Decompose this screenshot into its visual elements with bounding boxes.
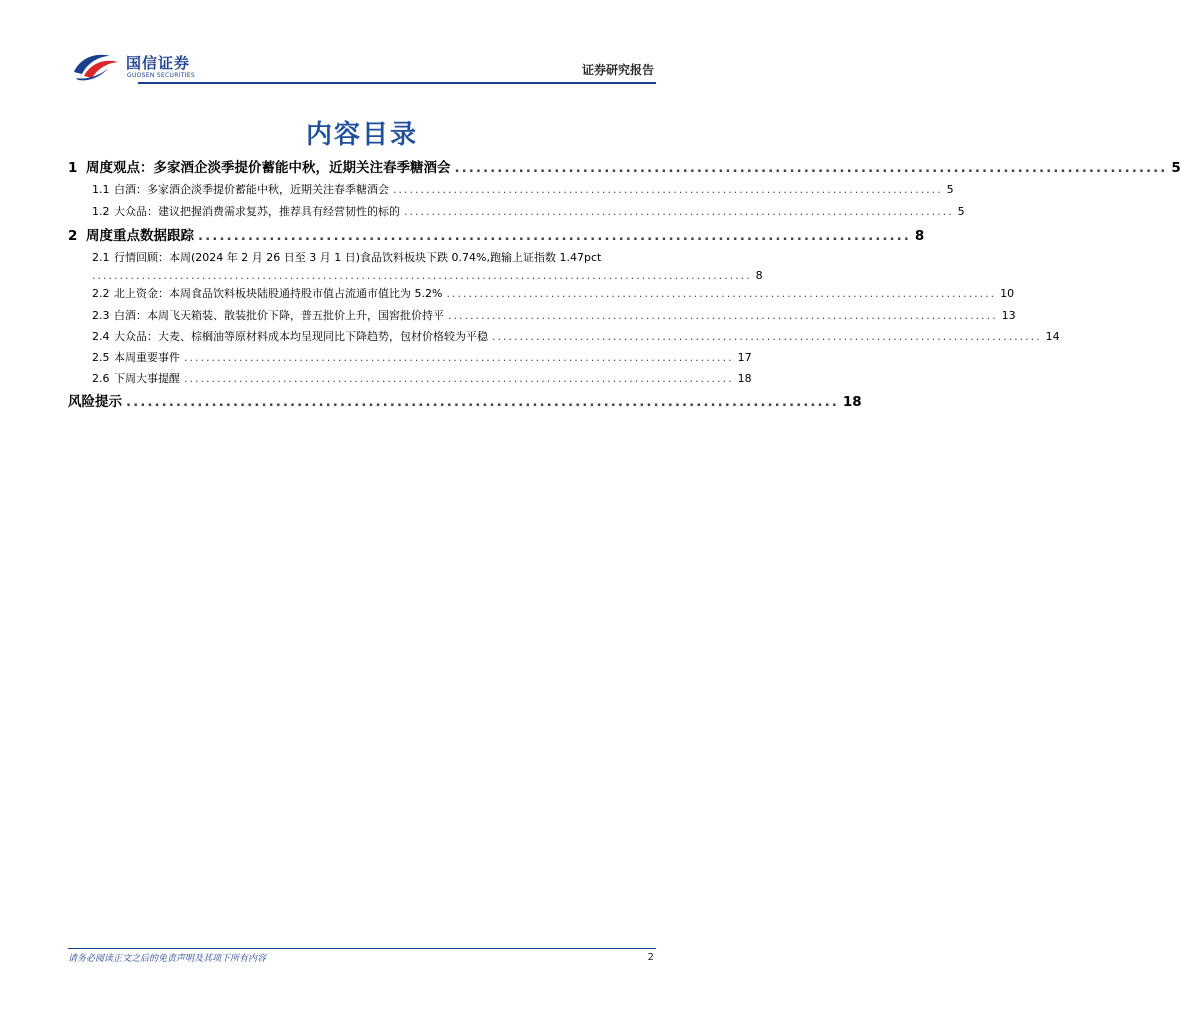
toc-entry-1[interactable] <box>68 156 1181 176</box>
footer-disclaimer: 请务必阅读正文之后的免责声明及其项下所有内容 <box>68 954 267 964</box>
footer-divider <box>68 948 656 949</box>
toc-entry-page: 18 <box>737 372 752 385</box>
toc-entry-page: 18 <box>842 394 862 410</box>
toc-entry-text: 大众品：建议把握消费需求复苏，推荐具有经营韧性的标的 <box>114 205 400 218</box>
toc-entry-number: 2.5 <box>92 351 110 364</box>
toc-entry-page: 17 <box>737 351 752 364</box>
toc-entry-page: 13 <box>1001 309 1016 322</box>
toc-leader-dots: .................................................................................................... <box>184 351 734 364</box>
page-number: 2 <box>647 952 654 963</box>
logo-chinese-name: 国信证券 <box>126 54 191 72</box>
toc-entry-text: 白酒：多家酒企淡季提价蓄能中秋，近期关注春季糖酒会 <box>114 183 389 196</box>
toc-entry-text: 行情回顾：本周(2024 年 2 月 26 日至 3 月 1 日)食品饮料板块下跌 0.74%,跑输上证指数 1.47pct <box>114 251 602 264</box>
logo-english-name: GUOSEN SECURITIES <box>127 72 196 79</box>
toc-entry-number: 1.1 <box>92 183 110 196</box>
toc-entry-text: 大众品：大麦、棕榈油等原材料成本均呈现同比下降趋势，包材价格较为平稳 <box>114 330 488 343</box>
toc-entry-page: 8 <box>755 269 763 282</box>
logo-mark-icon <box>70 50 122 82</box>
toc-entry-2-5[interactable] <box>68 349 752 365</box>
toc-title: 内容目录 <box>305 120 418 150</box>
toc-entry-text: 周度观点：多家酒企淡季提价蓄能中秋，近期关注春季糖酒会 <box>86 160 451 176</box>
toc-entry-page: 5 <box>946 183 954 196</box>
toc-entry-page: 10 <box>1000 287 1015 300</box>
toc-entry-1-2[interactable] <box>68 203 965 219</box>
toc-leader-dots: .................................................................................................... <box>492 330 1042 343</box>
toc-leader-dots: .................................................................................................... <box>393 183 943 196</box>
toc-entry-text: 周度重点数据跟踪 <box>86 228 194 244</box>
toc-entry-2-1[interactable] <box>92 249 763 282</box>
toc-entry-number: 2.6 <box>92 372 110 385</box>
toc-leader-dots: .................................................................................................... <box>448 309 998 322</box>
header-divider <box>138 82 656 84</box>
toc-leader-dots: .................................................................................................... <box>198 228 911 244</box>
toc-entry-1-1[interactable] <box>68 181 954 197</box>
toc-leader-dots: ........................................................................................................................ <box>92 269 752 282</box>
toc-entry-page: 5 <box>957 205 965 218</box>
toc-entry-text: 下周大事提醒 <box>114 372 180 385</box>
toc-entry-risk[interactable] <box>68 390 862 410</box>
toc-leader-dots: .................................................................................................... <box>454 160 1168 176</box>
toc-entry-number: 2.3 <box>92 309 110 322</box>
toc-entry-2-6[interactable] <box>68 370 752 386</box>
toc-entry-number: 2 <box>68 228 78 244</box>
toc-entry-number: 1 <box>68 160 78 176</box>
report-type-label: 证券研究报告 <box>581 63 654 77</box>
toc-entry-number: 2.4 <box>92 330 110 343</box>
company-logo <box>70 50 230 84</box>
toc-leader-dots: .................................................................................................... <box>404 205 954 218</box>
toc-entry-2-4[interactable] <box>68 328 1060 344</box>
toc-entry-text: 本周重要事件 <box>114 351 180 364</box>
toc-leader-dots: .................................................................................................... <box>446 287 997 300</box>
toc-entry-page: 14 <box>1045 330 1060 343</box>
toc-entry-number: 2.1 <box>92 251 110 264</box>
toc-entry-2-3[interactable] <box>68 307 1016 323</box>
toc-entry-text: 白酒：本周飞天箱装、散装批价下降，普五批价上升，国窖批价持平 <box>114 309 444 322</box>
toc-leader-dots: .................................................................................................... <box>184 372 734 385</box>
toc-entry-text: 风险提示 <box>68 394 122 410</box>
page-header <box>70 50 656 84</box>
toc-entry-page: 8 <box>914 228 925 244</box>
toc-entry-number: 2.2 <box>92 287 110 300</box>
toc-entry-2-2[interactable] <box>68 285 1015 301</box>
toc-entry-number: 1.2 <box>92 205 110 218</box>
toc-entry-page: 5 <box>1171 160 1181 176</box>
toc-entry-2[interactable] <box>68 224 925 244</box>
toc-leader-dots: .................................................................................................... <box>126 394 839 410</box>
toc-entry-text: 北上资金：本周食品饮料板块陆股通持股市值占流通市值比为 5.2% <box>114 287 443 300</box>
